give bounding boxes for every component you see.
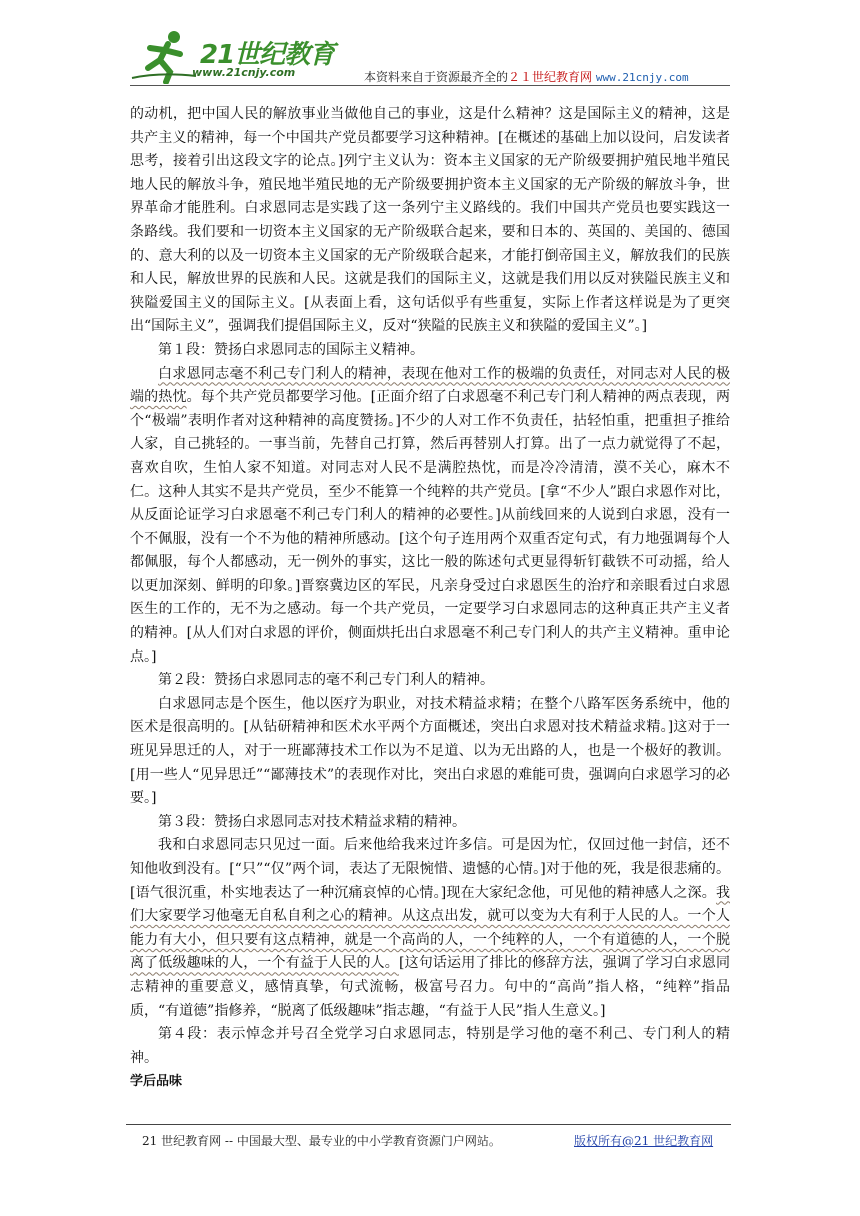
document-body [130,103,730,1094]
key-sentence-underlined-2: 我们大家要学习他毫无自私自利之心的精神。从这点出发，就可以变为大有利于人民的人。一个人能力有大小，但只要有这点精神，就是一个高尚的人，一个纯粹的人，一个有道德的人，一个脱离了低级趣味的人，一个有益于人民的人。 [130,884,730,972]
key-sentence-underlined: 白求恩同志毫不利己专门利人的精神，表现在他对工作的极端的负责任，对同志对人民的极端的热忱 [130,365,730,406]
footer-divider [126,1124,731,1125]
runner-logo-icon [130,28,200,84]
page-header [130,28,730,86]
summary-paragraph-1: 第１段：赞扬白求恩同志的国际主义精神。 [158,341,424,358]
site-logo[interactable] [130,28,340,84]
paragraph-3: 白求恩同志是个医生，他以医疗为职业，对技术精益求精；在整个八路军医务系统中，他的医术是很高明的。[从钻研精神和医术水平两个方面概述，突出白求恩对技术精益求精。]这对于一班见异思迁的人，对于一班鄙薄技术工作以为不足道、以为无出路的人，也是一个极好的教训。[用一些人“见异思迁”“鄙薄技术”的表现作对比，突出白求恩的难能可贵，强调向白求恩学习的必要。] [130,695,730,807]
header-note-brand[interactable]: ２１世纪教育网 [508,70,593,84]
paragraph-4 [130,834,730,1023]
summary-paragraph-2: 第２段：赞扬白求恩同志的毫不利己专门利人的精神。 [158,672,494,689]
header-divider [130,85,730,86]
paragraph-4-rest: [这句话运用了排比的修辞方法，强调了学习白求恩同志精神的重要意义，感情真挚，句式流畅，极富号召力。句中的“高尚”指人格，“纯粹”指品质，“有道德”指修养，“脱离了低级趣味”指志趣，“有益于人民”指人生意义。] [130,955,731,1019]
summary-paragraph-3: 第３段：赞扬白求恩同志对技术精益求精的精神。 [158,813,466,830]
header-note-prefix: 本资料来自于资源最齐全的 [364,70,509,84]
paragraph-intro: 的动机，把中国人民的解放事业当做他自己的事业，这是什么精神？这是国际主义的精神，这是共产主义的精神，每一个中国共产党员都要学习这种精神。[在概述的基础上加以设问，启发读者思考，接着引出这段文字的论点。]列宁主义认为：资本主义国家的无产阶级要拥护殖民地半殖民地人民的解放斗争，殖民地半殖民地的无产阶级要拥护资本主义国家的无产阶级的解放斗争，世界革命才能胜利。白求恩同志是实践了这一条列宁主义路线的。我们中国共产党员也要实践这一条路线。我们要和一切资本主义国家的无产阶级联合起来，要和日本的、英国的、美国的、德国的、意大利的以及一切资本主义国家的无产阶级联合起来，才能打倒帝国主义，解放我们的民族和人民，解放世界的民族和人民。这就是我们的国际主义，这就是我们用以反对狭隘民族主义和狭隘爱国主义的国际主义。[从表面上看，这句话似乎有些重复，实际上作者这样说是为了更突出“国际主义”，强调我们提倡国际主义，反对“狭隘的民族主义和狭隘的爱国主义”。] [130,106,730,335]
logo-title: 21世纪教育 [200,40,335,70]
paragraph-2 [130,363,730,670]
section-heading: 学后品味 [130,1074,183,1090]
logo-url: www.21cnjy.com [192,66,296,79]
summary-paragraph-4: 第４段：表示悼念并号召全党学习白求恩同志，特别是学习他的毫不利己、专门利人的精神。 [130,1026,730,1066]
paragraph-4-lead: 我和白求恩同志只见过一面。后来他给我来过许多信。可是因为忙，仅回过他一封信，还不知他收到没有。[“只”“仅”两个词，表达了无限惋惜、遗憾的心情。]对于他的死，我是很悲痛的。[语气很沉重，朴实地表达了一种沉痛哀悼的心情。]现在大家纪念他，可见他的精神感人之深。 [130,837,730,901]
footer-copyright-link[interactable]: 版权所有@21 世纪教育网 [574,1134,714,1148]
header-source-note [364,68,689,85]
footer-text: 21 世纪教育网 -- 中国最大型、最专业的中小学教育资源门户网站。 [142,1134,501,1148]
header-note-url[interactable]: www.21cnjy.com [595,71,689,84]
paragraph-2-rest: 。每个共产党员都要学习他。[正面介绍了白求恩毫不利己专门利人精神的两点表现，两个“极端”表明作者对这种精神的高度赞扬。]不少的人对工作不负责任，拈轻怕重，把重担子推给人家，自己挑轻的。一事当前，先替自己打算，然后再替别人打算。出了一点力就觉得了不起，喜欢自吹，生怕人家不知道。对同志对人民不是满腔热忱，而是冷冷清清，漠不关心，麻木不仁。这种人其实不是共产党员，至少不能算一个纯粹的共产党员。[拿“不少人”跟白求恩作对比，从反面论证学习白求恩毫不利己专门利人的精神的必要性。]从前线回来的人说到白求恩，没有一个不佩服，没有一个不为他的精神所感动。[这个句子连用两个双重否定句式，有力地强调每个人都佩服，每个人都感动，无一例外的事实，这比一般的陈述句式更显得斩钉截铁不可动摇，给人以更加深刻、鲜明的印象。]晋察冀边区的军民，凡亲身受过白求恩医生的治疗和亲眼看过白求恩医生的工作的，无不为之感动。每一个共产党员，一定要学习白求恩同志的这种真正共产主义者的精神。[从人们对白求恩的评价，侧面烘托出白求恩毫不利己专门利人的共产主义精神。重申论点。] [130,389,730,665]
